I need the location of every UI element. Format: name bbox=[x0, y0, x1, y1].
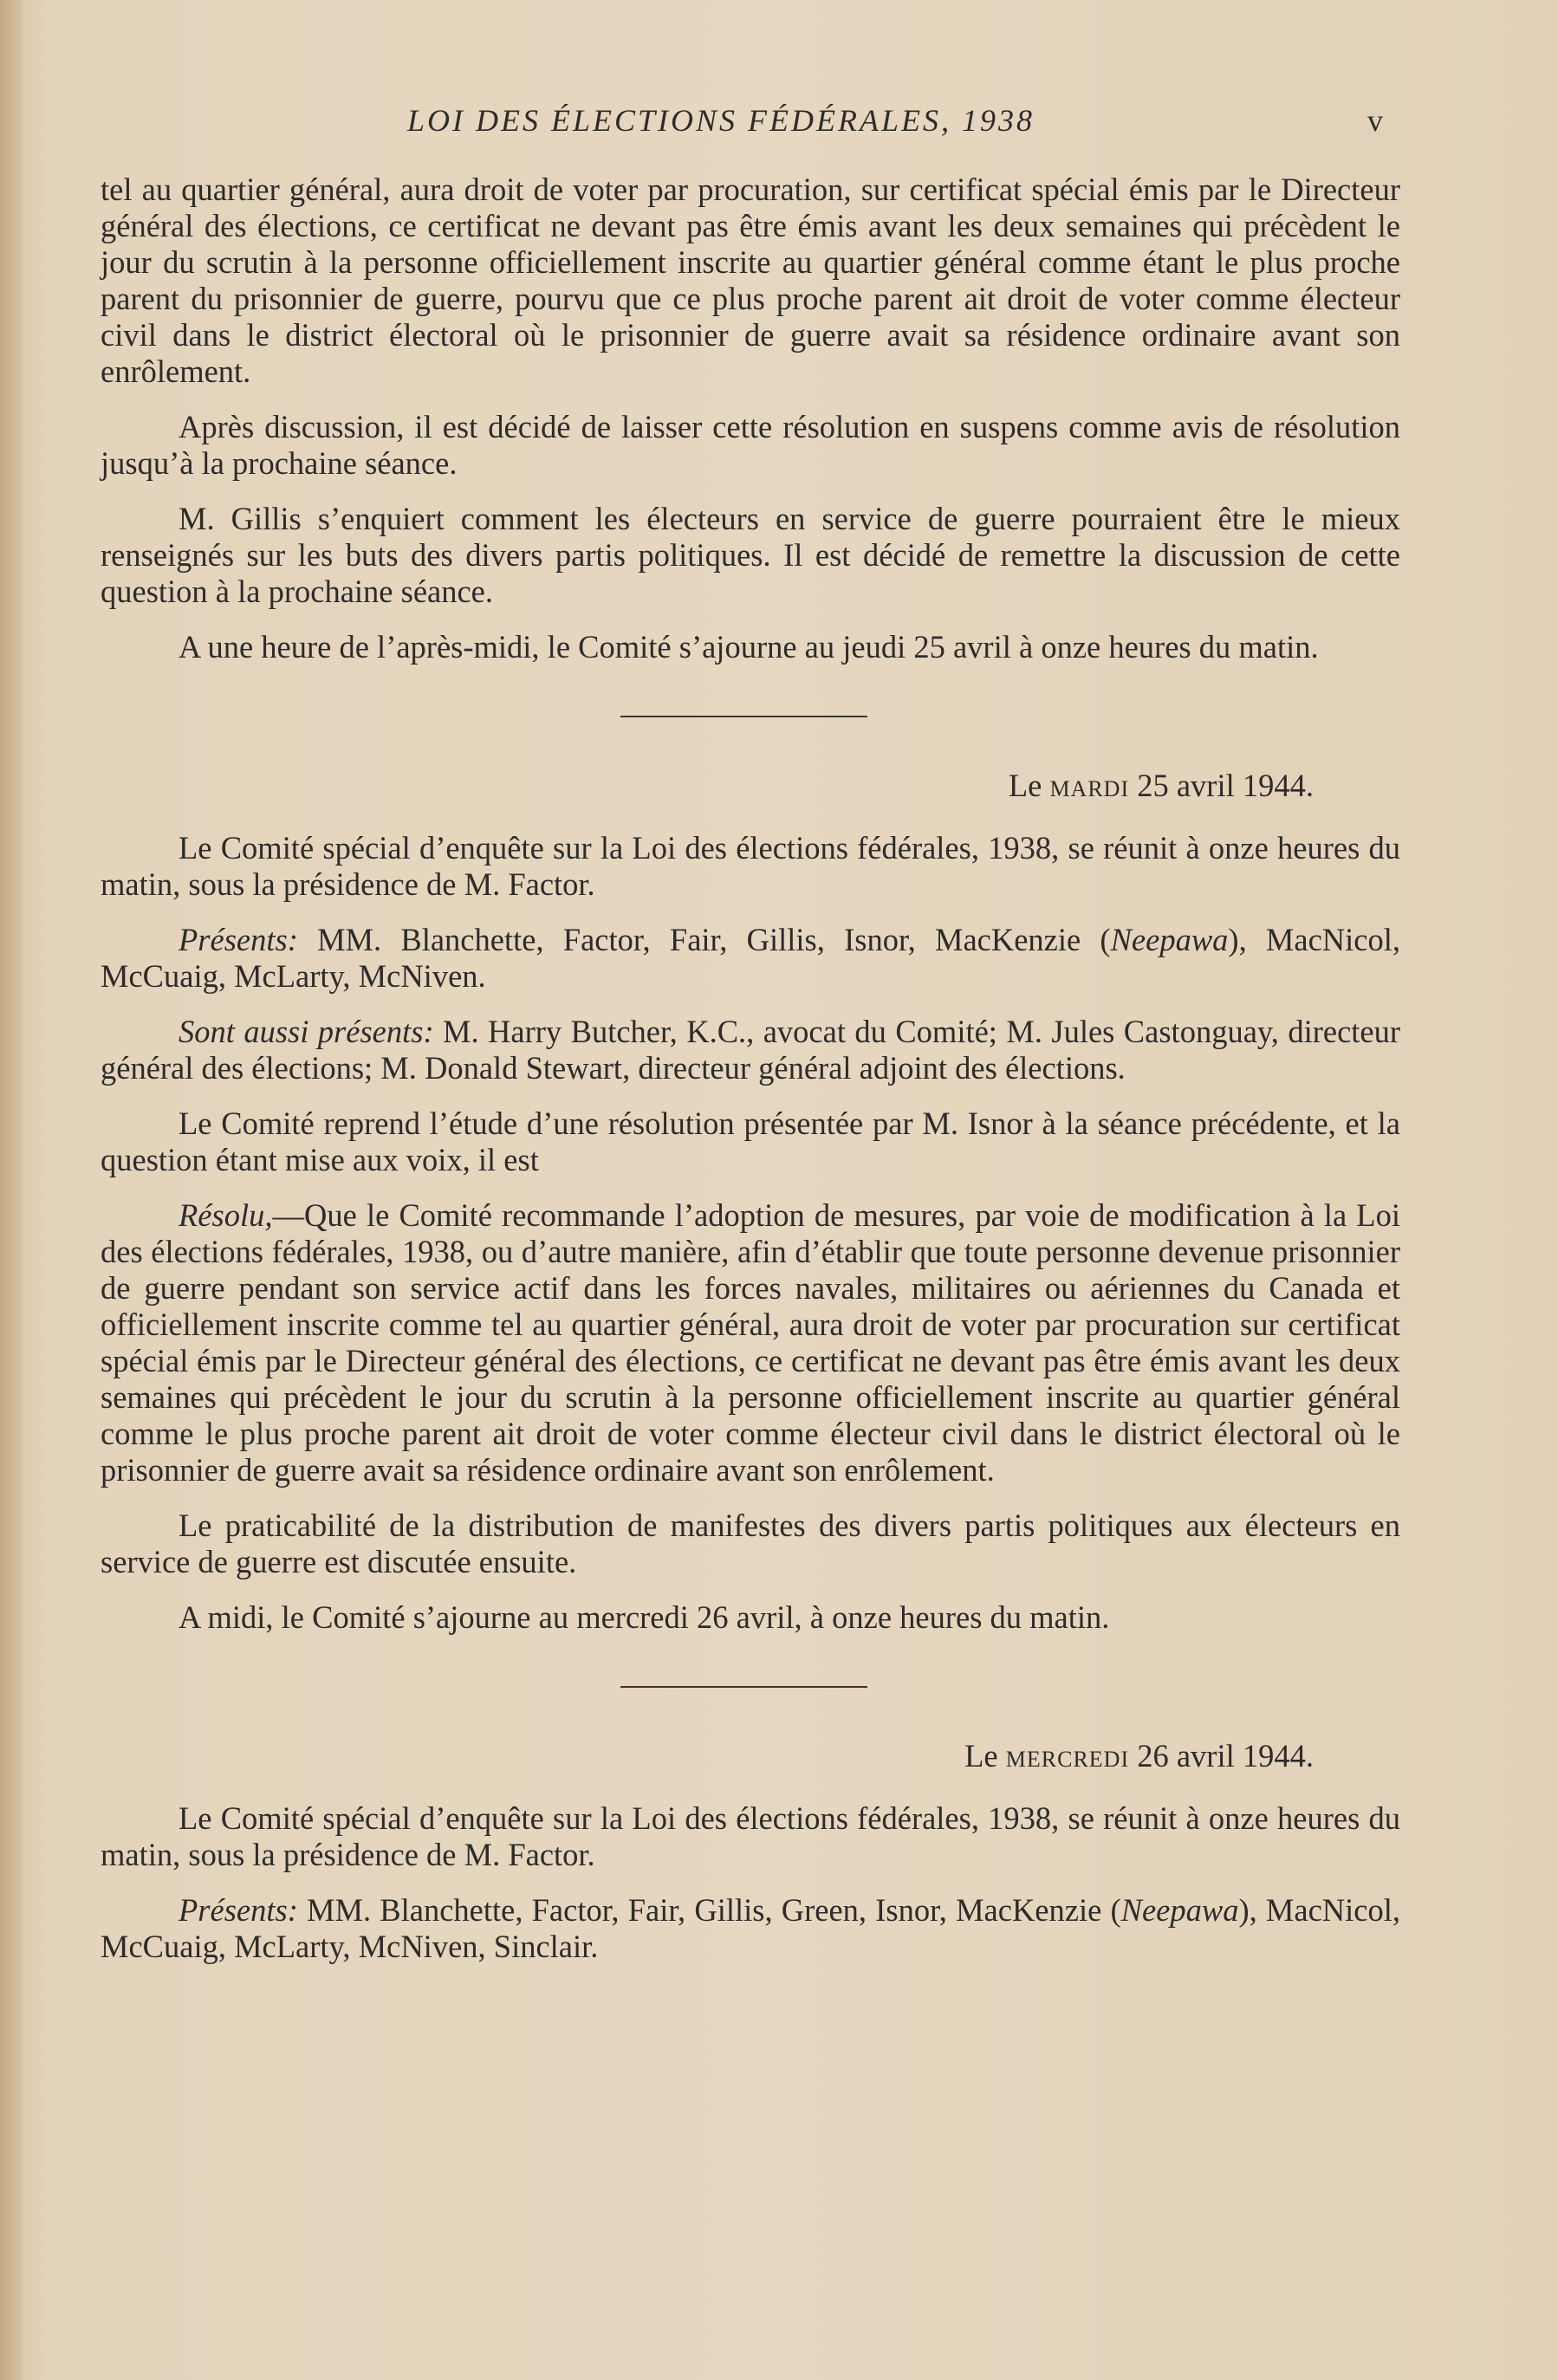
members-present-2 bbox=[101, 1892, 1400, 1965]
adjournment-paragraph: A une heure de l’après-midi, le Comité s’ajourne au jeudi 25 avril à onze heures du matin. bbox=[179, 629, 1319, 665]
running-title: LOI DES ÉLECTIONS FÉDÉRALES, 1938 bbox=[407, 103, 1035, 138]
resolved-text: —Que le Comité recommande l’adoption de mesures, par voie de modification à la Loi des élections fédérales, 1938, ou d’autre manière, afin d’établir que toute personne devenue prisonnier de guerre pendant son service actif dans les forces navales, militaires ou aériennes du Canada et officiellement inscrite comme tel au quartier général, aura droit de voter par procuration sur certificat spécial émis par le Directeur général des élections, ce certificat ne devant pas être émis avant les deux semaines qui précèdent le jour du scrutin à la personne officiellement inscrite au quartier général comme le plus proche parent ait droit de voter comme électeur civil dans le district électoral où le prisonnier de guerre avait sa résidence ordinaire avant son enrôlement. bbox=[101, 1197, 1400, 1488]
present-names-cont-2: ), MacNicol, McCuaig, McLarty, McNiven, Sinclair. bbox=[101, 1892, 1400, 1964]
meeting-dateline-2 bbox=[101, 1738, 1400, 1774]
dateline-date-2: 26 avril 1944. bbox=[1137, 1738, 1314, 1774]
manifestes-paragraph: Le praticabilité de la distribution de manifestes des divers partis politiques aux électeurs en service de guerre est discutée ensuite. bbox=[101, 1508, 1400, 1579]
meeting-dateline bbox=[101, 768, 1400, 804]
also-present-label: Sont aussi présents: bbox=[179, 1014, 434, 1049]
riding-name-2: Neepawa bbox=[1120, 1892, 1239, 1928]
section-divider-2 bbox=[620, 1686, 867, 1688]
dateline-day-2: mercredi bbox=[1005, 1738, 1130, 1774]
present-names-2: MM. Blanchette, Factor, Fair, Gillis, Green, Isnor, MacKenzie ( bbox=[307, 1892, 1121, 1928]
dateline-prefix-2: Le bbox=[964, 1738, 998, 1774]
binding-edge bbox=[0, 0, 23, 2380]
dateline-prefix: Le bbox=[1008, 768, 1042, 803]
discussion-paragraph: Après discussion, il est décidé de laisser cette résolution en suspens comme avis de résolution jusqu’à la prochaine séance. bbox=[101, 409, 1400, 481]
present-label-2: Présents: bbox=[179, 1892, 298, 1928]
meeting-opening: Le Comité spécial d’enquête sur la Loi des élections fédérales, 1938, se réunit à onze heures du matin, sous la présidence de M. Factor. bbox=[101, 830, 1400, 902]
page-body bbox=[101, 172, 1400, 1984]
present-label: Présents: bbox=[179, 922, 298, 957]
section-divider bbox=[620, 716, 867, 717]
also-present bbox=[101, 1014, 1400, 1086]
riding-name: Neepawa bbox=[1110, 922, 1229, 957]
meeting-opening-2: Le Comité spécial d’enquête sur la Loi des élections fédérales, 1938, se réunit à onze heures du matin, sous la présidence de M. Factor. bbox=[101, 1800, 1400, 1872]
adjournment-paragraph-2: A midi, le Comité s’ajourne au mercredi 26 avril, à onze heures du matin. bbox=[179, 1599, 1110, 1635]
dateline-date: 25 avril 1944. bbox=[1137, 768, 1314, 803]
members-present bbox=[101, 922, 1400, 995]
continuation-paragraph: tel au quartier général, aura droit de voter par procuration, sur certificat spécial émis par le Directeur général des élections, ce certificat ne devant pas être émis avant les deux semaines qui précèdent le jour du scrutin à la personne officiellement inscrite au quartier général comme étant le plus proche parent du prisonnier de guerre, pourvu que ce plus proche parent ait droit de voter comme électeur civil dans le district électoral où le prisonnier de guerre avait sa résidence ordinaire avant son enrôlement. bbox=[101, 172, 1400, 389]
present-names: MM. Blanchette, Factor, Fair, Gillis, Isnor, MacKenzie ( bbox=[317, 922, 1111, 957]
gillis-paragraph: M. Gillis s’enquiert comment les électeurs en service de guerre pourraient être le mieux renseignés sur les buts des divers partis politiques. Il est décidé de remettre la discussion de cette question à la prochaine séance. bbox=[101, 501, 1400, 609]
resolved-label: Résolu, bbox=[179, 1197, 273, 1233]
page-header bbox=[0, 102, 1558, 154]
resumption-paragraph: Le Comité reprend l’étude d’une résolution présentée par M. Isnor à la séance précédente, et la question étant mise aux voix, il est bbox=[101, 1106, 1400, 1177]
page-number: v bbox=[1367, 103, 1383, 138]
dateline-day: mardi bbox=[1049, 768, 1130, 803]
also-present-text: M. Harry Butcher, K.C., avocat du Comité; M. Jules Castonguay, directeur général des élections; M. Donald Stewart, directeur général adjoint des élections. bbox=[101, 1014, 1401, 1086]
resolution-paragraph bbox=[101, 1197, 1400, 1488]
present-names-cont: ), MacNicol, McCuaig, McLarty, McNiven. bbox=[101, 922, 1401, 994]
